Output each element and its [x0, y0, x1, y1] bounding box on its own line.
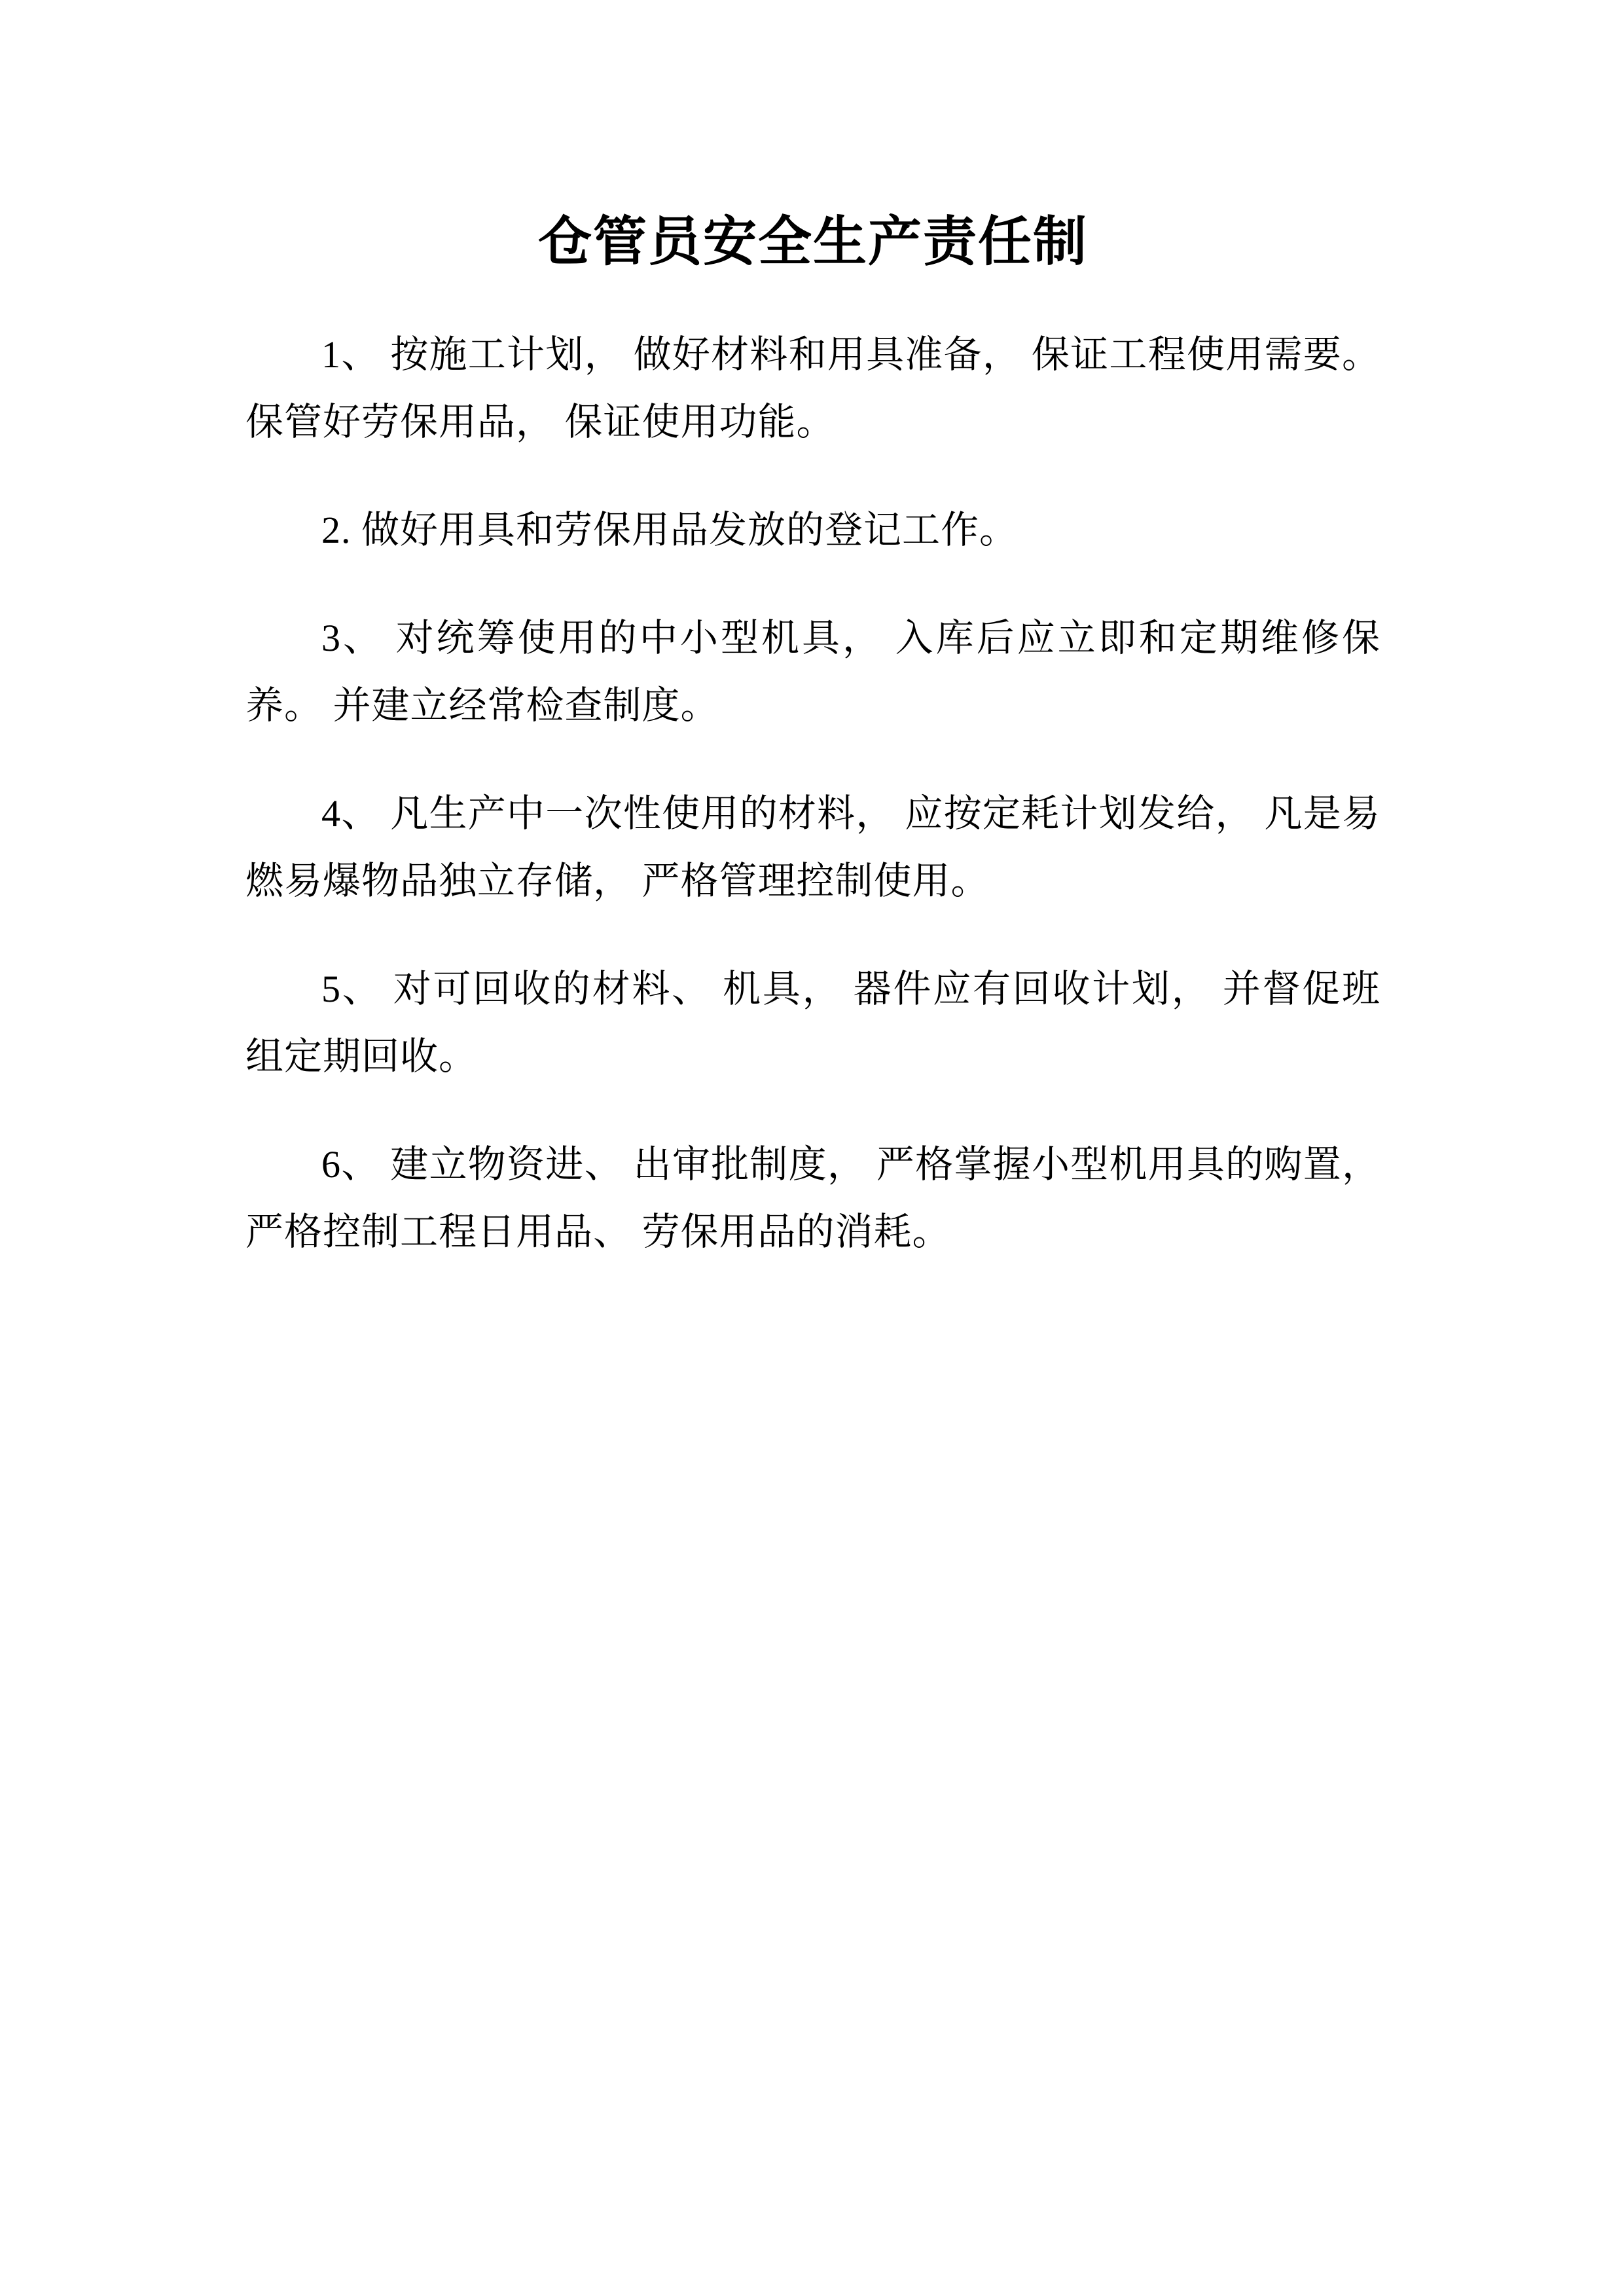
paragraph-clause-2: 2. 做好用具和劳保用品发放的登记工作。: [321, 509, 1019, 551]
paragraph-clause-5: 5、 对可回收的材料、 机具， 器件应有回收计划， 并督促班组定期回收。: [245, 968, 1380, 1078]
paragraph-clause-3: 3、 对统筹使用的中小型机具， 入库后应立即和定期维修保养。 并建立经常检查制度。: [245, 617, 1380, 727]
page-title: 仓管员安全生产责任制: [537, 212, 1088, 272]
paragraph-clause-4: 4、 凡生产中一次性使用的材料， 应按定耗计划发给， 凡是易燃易爆物品独立存储， 严格管理控制使用。: [245, 792, 1380, 902]
paragraph-clause-6: 6、 建立物资进、 出审批制度， 严格掌握小型机用具的购置， 严格控制工程日用品、 劳保用品的消耗。: [245, 1143, 1380, 1253]
paragraph-clause-1: 1、 按施工计划， 做好材料和用具准备， 保证工程使用需要。 保管好劳保用品， 保证使用功能。: [245, 333, 1380, 443]
